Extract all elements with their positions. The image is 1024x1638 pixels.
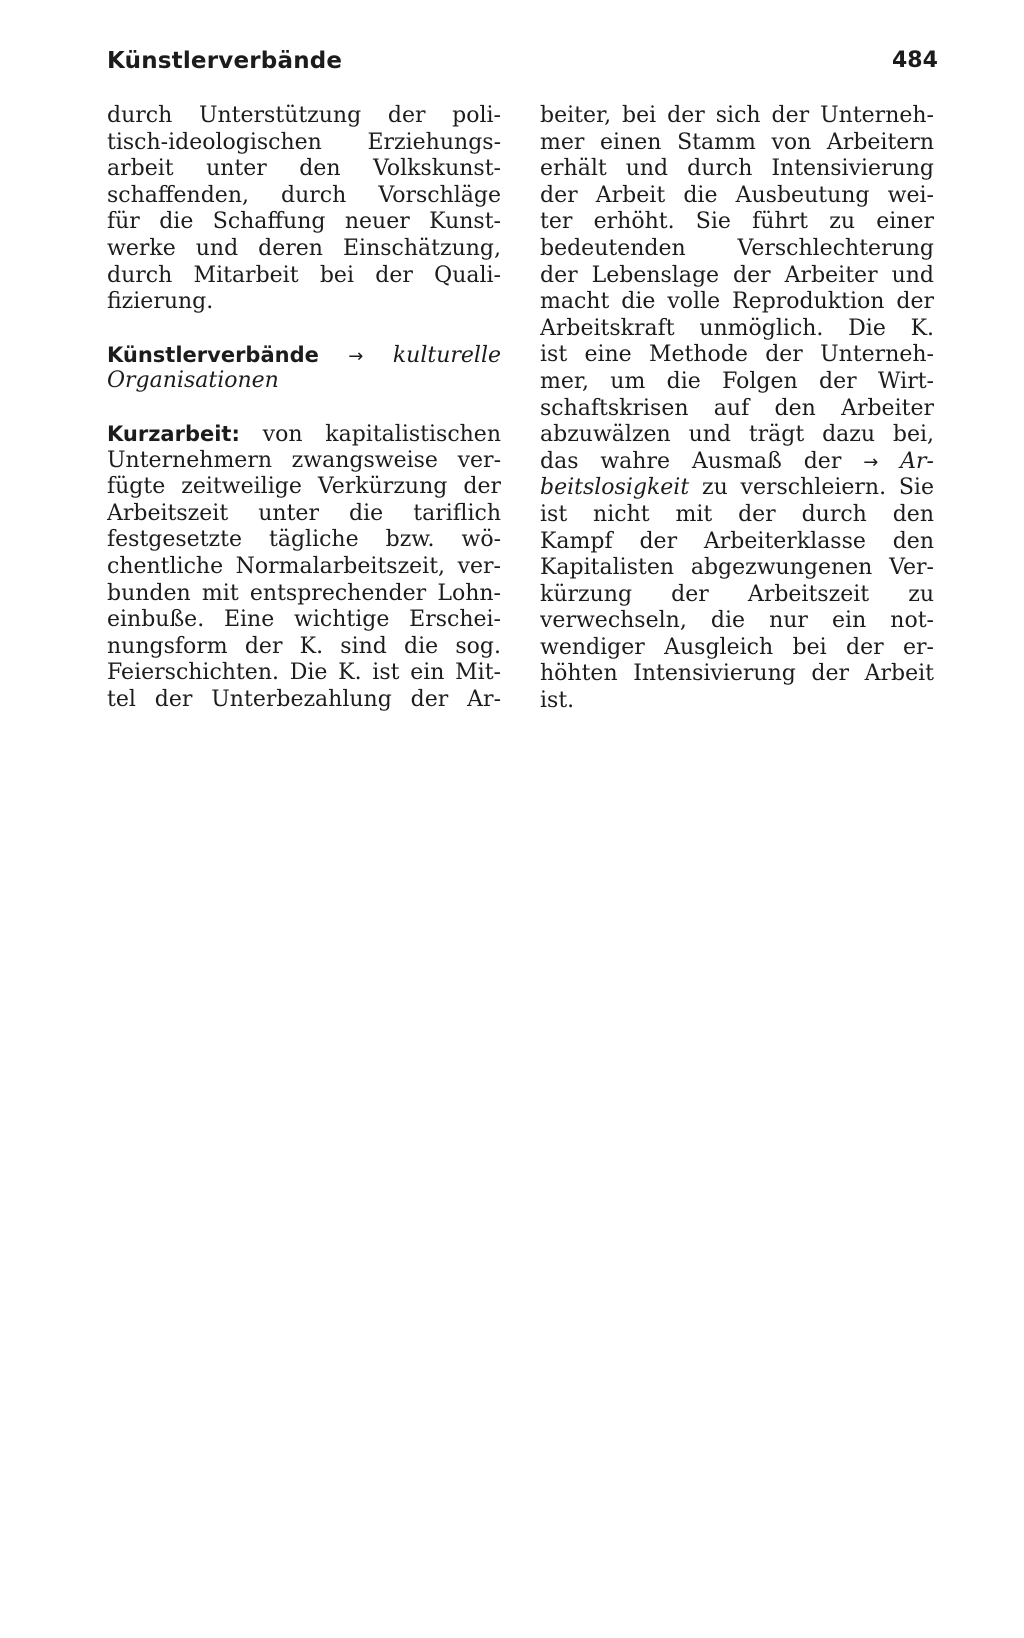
text-line: Kapitalisten abgezwungenen Ver- [540,555,934,581]
text-line: bunden mit entsprechender Lohn- [107,580,501,606]
text-line: festgesetzte tägliche bzw. wö- [107,527,501,553]
text-line: Arbeitskraft unmöglich. Die K. [540,315,934,341]
entry-first-line [107,421,501,448]
cross-reference: Ar- [900,448,934,474]
text-line: fizierung. [107,289,214,315]
text-segment: das wahre Ausmaß der [540,448,842,474]
running-head: Künstlerverbände [107,48,343,74]
text-line: fügte zeitweilige Verkürzung der [107,474,501,500]
text-segment: zu verschleiern. Sie [701,475,934,501]
cross-reference: kulturelle [392,342,501,368]
cross-reference-arrow-icon: → [863,451,879,473]
cross-reference-arrow-icon: → [348,345,364,367]
text-line: der Lebenslage der Arbeiter und [540,262,934,288]
definition-start: von kapitalistischen [262,421,501,447]
text-line: für die Schaffung neuer Kunst- [107,209,501,235]
text-line: Arbeitszeit unter die tariflich [107,500,501,526]
text-line: durch Unterstützung der poli- [107,103,501,128]
page-number: 484 [892,48,938,73]
entry-gap [107,395,501,421]
text-line: durch Mitarbeit bei der Quali- [107,262,501,288]
right-column [540,103,934,715]
text-line: mer einen Stamm von Arbeitern [540,129,934,155]
text-line-with-reference [540,475,934,502]
cross-reference-continuation: beitslosigkeit [540,475,690,501]
text-line: höhten Intensivierung der Arbeit [540,661,934,687]
text-line: tisch-ideologischen Erziehungs- [107,129,501,155]
entry-continuation [107,103,501,316]
text-line: abzuwälzen und trägt dazu bei, [540,422,934,448]
left-column [107,103,501,713]
text-line: Feierschichten. Die K. ist ein Mit- [107,660,501,686]
entry-first-line [107,342,501,369]
entry-kurzarbeit [107,421,501,714]
text-line: Kampf der Arbeiterklasse den [540,528,934,554]
headword: Künstlerverbände [107,342,319,367]
text-line: einbuße. Eine wichtige Erschei- [107,607,501,633]
text-line: macht die volle Reproduktion der [540,289,934,315]
text-line: mer, um die Folgen der Wirt- [540,368,934,394]
text-line: beiter, bei der sich der Unterneh- [540,103,934,128]
text-line: nungsform der K. sind die sog. [107,633,501,659]
text-line: der Arbeit die Ausbeutung wei- [540,182,934,208]
text-line: wendiger Ausgleich bei der er- [540,634,934,660]
text-line: ist. [540,688,575,714]
text-line: kürzung der Arbeitszeit zu [540,581,934,607]
text-line: bedeutenden Verschlechterung [540,235,934,261]
text-line: tel der Unterbezahlung der Ar- [107,686,501,712]
text-line: ter erhöht. Sie führt zu einer [540,209,934,235]
text-line: chentliche Normalarbeitszeit, ver- [107,553,501,579]
text-line: schaffenden, durch Vorschläge [107,182,501,208]
text-line-with-reference [540,449,934,476]
text-line: ist eine Methode der Unterneh- [540,342,934,368]
cross-reference-continuation: Organisationen [107,368,279,394]
text-line: ist nicht mit der durch den [540,501,934,527]
text-line: arbeit unter den Volkskunst- [107,156,501,182]
text-line: werke und deren Einschätzung, [107,235,501,261]
entry-kuenstlerverbaende [107,342,501,395]
text-line: erhält und durch Intensivierung [540,156,934,182]
text-line: schaftskrisen auf den Arbeiter [540,395,934,421]
text-line: verwechseln, die nur ein not- [540,608,934,634]
headword: Kurzarbeit: [107,421,240,446]
text-line: Unternehmern zwangsweise ver- [107,447,501,473]
entry-gap [107,316,501,342]
